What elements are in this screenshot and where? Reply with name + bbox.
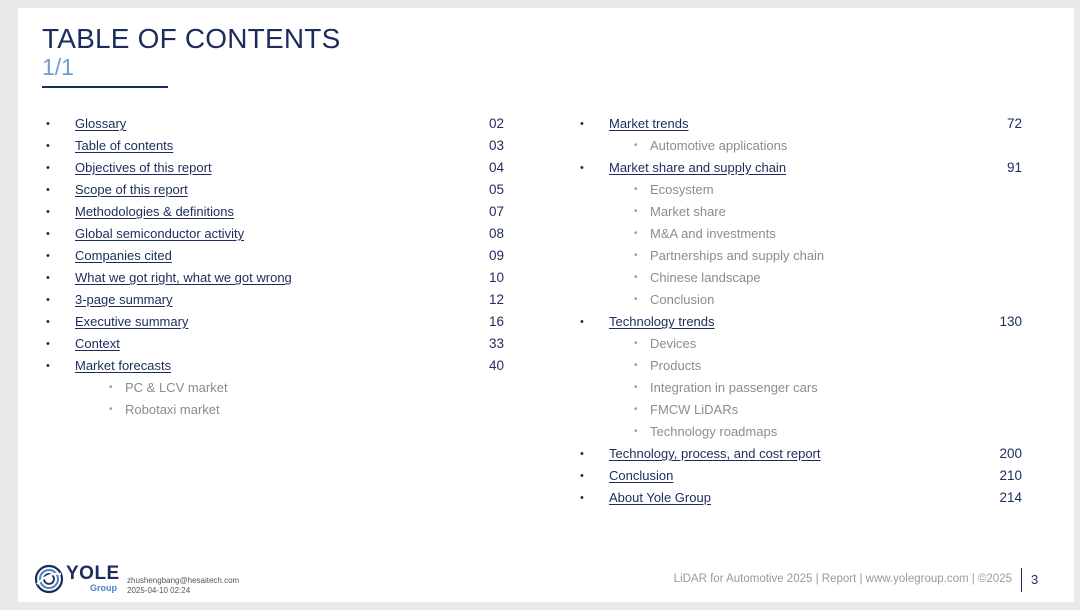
sub-bullet-icon: • — [634, 382, 638, 393]
sub-bullet-icon: • — [634, 338, 638, 349]
toc-column-right — [580, 113, 1050, 509]
toc-link[interactable]: Market trends — [609, 116, 689, 131]
toc-link[interactable]: What we got right, what we got wrong — [75, 270, 292, 285]
toc-subitem-label: FMCW LiDARs — [650, 402, 739, 417]
sub-bullet-icon: • — [634, 184, 638, 195]
bullet-icon: • — [46, 206, 50, 218]
footer-divider — [1021, 568, 1022, 592]
toc-subitem-label: M&A and investments — [650, 226, 776, 241]
toc-page-number: 08 — [488, 226, 504, 241]
toc-page-number: 72 — [1006, 116, 1022, 131]
toc-subitem — [580, 201, 1050, 223]
yole-logo-icon — [34, 564, 64, 594]
toc-subitem — [580, 399, 1050, 421]
toc-page-number: 16 — [488, 314, 504, 329]
toc-subitem-label: Partnerships and supply chain — [650, 248, 825, 263]
toc-subitem — [580, 267, 1050, 289]
toc-subitem-label: Integration in passenger cars — [650, 380, 818, 395]
toc-item[interactable] — [580, 157, 1050, 179]
toc-page-number: 03 — [488, 138, 504, 153]
toc-link[interactable]: Technology, process, and cost report — [609, 446, 821, 461]
bullet-icon: • — [580, 118, 584, 130]
toc-item[interactable] — [46, 289, 506, 311]
slide — [18, 8, 1074, 602]
toc-item[interactable] — [580, 487, 1050, 509]
sub-bullet-icon: • — [634, 228, 638, 239]
toc-column-left — [46, 113, 506, 421]
toc-subitem-label: Automotive applications — [650, 138, 788, 153]
sub-bullet-icon: • — [634, 272, 638, 283]
toc-link[interactable]: Objectives of this report — [75, 160, 212, 175]
toc-subitem — [580, 333, 1050, 355]
toc-page-number: 04 — [488, 160, 504, 175]
toc-page-number: 130 — [999, 314, 1022, 329]
yole-logo — [34, 562, 124, 596]
toc-link[interactable]: About Yole Group — [609, 490, 711, 505]
toc-page-number: 05 — [488, 182, 504, 197]
sub-bullet-icon: • — [634, 426, 638, 437]
logo-subtext: Group — [90, 583, 117, 593]
toc-item[interactable] — [46, 311, 506, 333]
bullet-icon: • — [580, 162, 584, 174]
page-subtitle: 1/1 — [42, 54, 74, 80]
toc-page-number: 09 — [488, 248, 504, 263]
toc-subitem — [46, 399, 506, 421]
toc-link[interactable]: Market share and supply chain — [609, 160, 787, 175]
bullet-icon: • — [580, 492, 584, 504]
toc-item[interactable] — [46, 267, 506, 289]
toc-item[interactable] — [46, 245, 506, 267]
toc-page-number: 12 — [488, 292, 504, 307]
title-underline — [42, 86, 168, 88]
footer-user-info — [127, 576, 239, 596]
toc-item[interactable] — [580, 311, 1050, 333]
toc-item[interactable] — [580, 465, 1050, 487]
toc-subitem — [46, 377, 506, 399]
toc-page-number: 40 — [488, 358, 504, 373]
toc-item[interactable] — [46, 333, 506, 355]
toc-link[interactable]: Conclusion — [609, 468, 674, 483]
toc-subitem — [580, 223, 1050, 245]
toc-page-number: 91 — [1006, 160, 1022, 175]
toc-item[interactable] — [46, 157, 506, 179]
toc-subitem-label: Robotaxi market — [125, 402, 220, 417]
toc-item[interactable] — [580, 443, 1050, 465]
toc-subitem-label: Devices — [650, 336, 697, 351]
toc-subitem-label: Products — [650, 358, 702, 373]
toc-link[interactable]: Methodologies & definitions — [75, 204, 234, 219]
toc-link[interactable]: Scope of this report — [75, 182, 188, 197]
toc-item[interactable] — [46, 135, 506, 157]
toc-subitem — [580, 355, 1050, 377]
timestamp: 2025-04-10 02:24 — [127, 586, 191, 595]
toc-page-number: 10 — [488, 270, 504, 285]
bullet-icon: • — [46, 294, 50, 306]
toc-subitem — [580, 135, 1050, 157]
toc-page-number: 200 — [999, 446, 1022, 461]
toc-page-number: 33 — [488, 336, 504, 351]
bullet-icon: • — [46, 162, 50, 174]
sub-bullet-icon: • — [634, 294, 638, 305]
toc-item[interactable] — [46, 223, 506, 245]
toc-subitem-label: Conclusion — [650, 292, 715, 307]
toc-subitem-label: Ecosystem — [650, 182, 714, 197]
toc-subitem — [580, 289, 1050, 311]
sub-bullet-icon: • — [634, 360, 638, 371]
page-title: TABLE OF CONTENTS — [42, 23, 341, 54]
logo-text: YOLE — [66, 563, 120, 584]
toc-subitem — [580, 245, 1050, 267]
toc-page-number: 210 — [999, 468, 1022, 483]
toc-link[interactable]: Context — [75, 336, 120, 351]
bullet-icon: • — [46, 140, 50, 152]
bullet-icon: • — [46, 250, 50, 262]
toc-page-number: 07 — [488, 204, 504, 219]
bullet-icon: • — [580, 448, 584, 460]
sub-bullet-icon: • — [634, 140, 638, 151]
toc-item[interactable] — [46, 355, 506, 377]
toc-subitem-label: PC & LCV market — [125, 380, 228, 395]
footer-report-reference: LiDAR for Automotive 2025 | Report | www.yolegroup.com | ©2025 — [673, 573, 1012, 585]
toc-page-number: 214 — [999, 490, 1022, 505]
bullet-icon: • — [46, 338, 50, 350]
toc-link[interactable]: 3-page summary — [75, 292, 173, 307]
user-email: zhushengbang@hesaitech.com — [127, 576, 240, 585]
toc-link[interactable]: Executive summary — [75, 314, 189, 329]
toc-subitem-label: Technology roadmaps — [650, 424, 778, 439]
bullet-icon: • — [46, 316, 50, 328]
sub-bullet-icon: • — [634, 206, 638, 217]
bullet-icon: • — [46, 118, 50, 130]
bullet-icon: • — [46, 228, 50, 240]
toc-subitem — [580, 421, 1050, 443]
toc-subitem-label: Market share — [650, 204, 726, 219]
sub-bullet-icon: • — [109, 382, 113, 393]
toc-item[interactable] — [580, 113, 1050, 135]
toc-item[interactable] — [46, 201, 506, 223]
toc-link[interactable]: Table of contents — [75, 138, 174, 153]
toc-subitem — [580, 179, 1050, 201]
toc-item[interactable] — [46, 113, 506, 135]
toc-page-number: 02 — [488, 116, 504, 131]
bullet-icon: • — [580, 470, 584, 482]
sub-bullet-icon: • — [634, 404, 638, 415]
toc-link[interactable]: Technology trends — [609, 314, 715, 329]
toc-link[interactable]: Global semiconductor activity — [75, 226, 245, 241]
bullet-icon: • — [580, 316, 584, 328]
bullet-icon: • — [46, 360, 50, 372]
page-number: 3 — [1031, 572, 1039, 587]
sub-bullet-icon: • — [109, 404, 113, 415]
toc-link[interactable]: Market forecasts — [75, 358, 172, 373]
toc-link[interactable]: Companies cited — [75, 248, 172, 263]
toc-subitem — [580, 377, 1050, 399]
toc-link[interactable]: Glossary — [75, 116, 127, 131]
toc-subitem-label: Chinese landscape — [650, 270, 761, 285]
sub-bullet-icon: • — [634, 250, 638, 261]
toc-item[interactable] — [46, 179, 506, 201]
bullet-icon: • — [46, 272, 50, 284]
bullet-icon: • — [46, 184, 50, 196]
